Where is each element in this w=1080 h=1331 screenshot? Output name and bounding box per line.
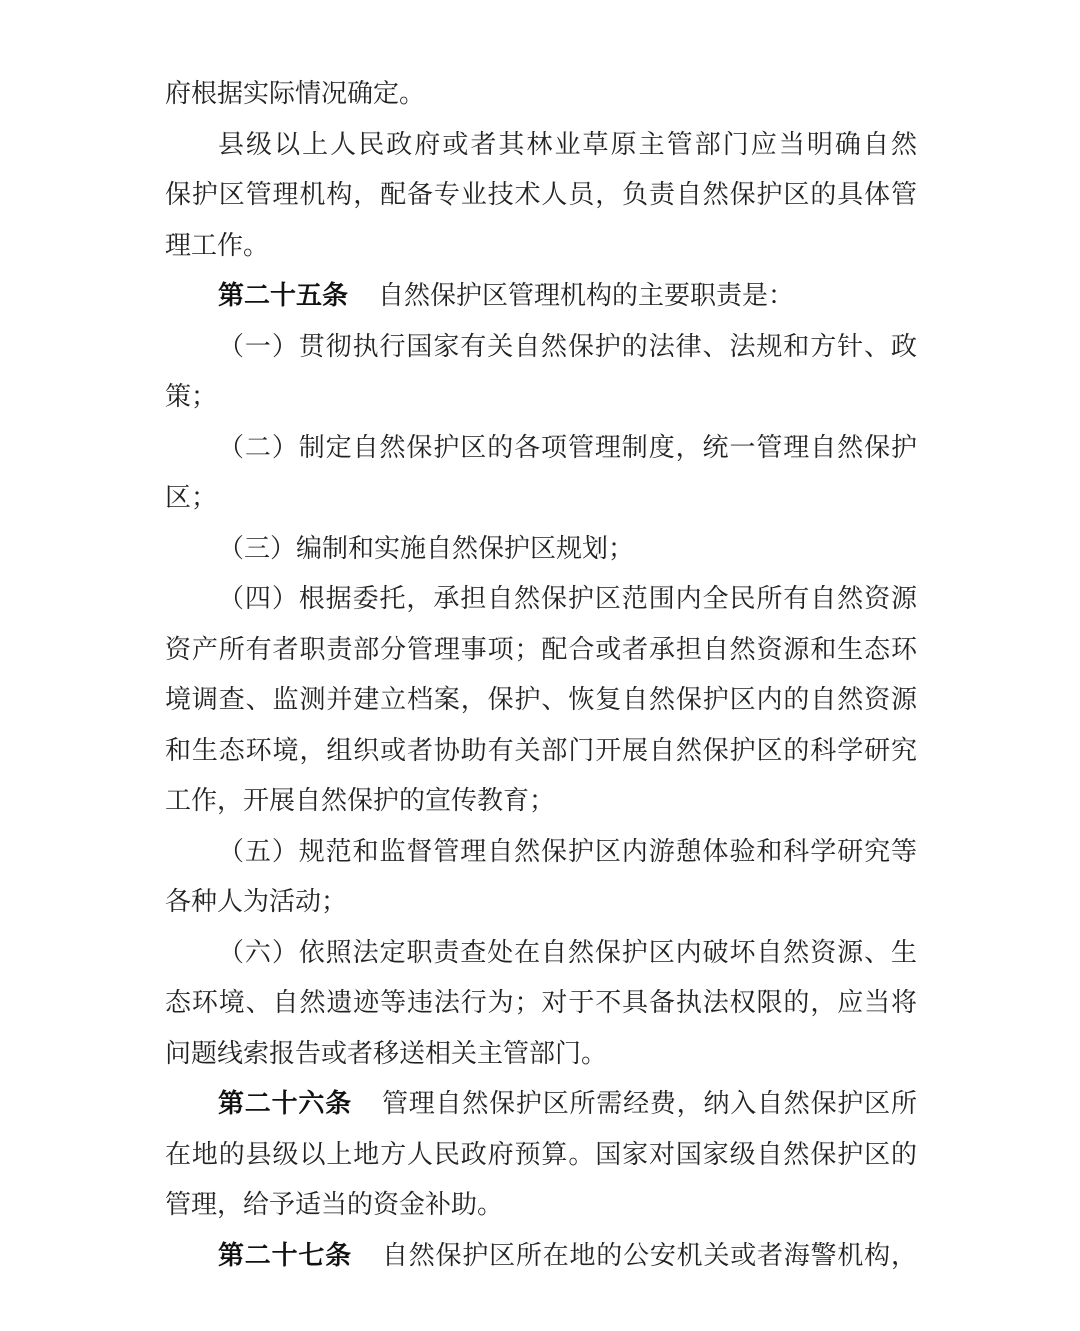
text-line (165, 882, 917, 922)
text-line-content: 和生态环境，组织或者协助有关部门开展自然保护区的科学研究 (165, 736, 917, 766)
text-line (165, 680, 917, 720)
text-line-content: （三）编制和实施自然保护区规划； (218, 534, 635, 564)
text-line-content: （二）制定自然保护区的各项管理制度，统一管理自然保护 (218, 433, 917, 463)
text-line-content: （六）依照法定职责查处在自然保护区内破坏自然资源、生 (218, 938, 917, 968)
article-number: 第二十六条 (218, 1089, 352, 1119)
text-line-content: 境调查、监测并建立档案，保护、恢复自然保护区内的自然资源 (165, 685, 917, 715)
text-line (165, 1185, 917, 1225)
list-item-line (218, 428, 917, 468)
text-line-content: （四）根据委托，承担自然保护区范围内全民所有自然资源 (218, 584, 917, 614)
text-line (165, 630, 917, 670)
text-line (165, 731, 917, 771)
paragraph-first-line (218, 125, 917, 165)
text-line-content: 问题线索报告或者移送相关主管部门。 (165, 1039, 608, 1069)
text-line (165, 1135, 917, 1175)
text-line-content: 策； (165, 382, 218, 412)
text-line (165, 377, 917, 417)
text-line (165, 1034, 917, 1074)
text-line (165, 226, 917, 266)
text-line-content: 资产所有者职责部分管理事项；配合或者承担自然资源和生态环 (165, 635, 917, 665)
text-line-content: 自然保护区管理机构的主要职责是： (378, 281, 795, 311)
text-line-content: 自然保护区所在地的公安机关或者海警机构， (381, 1241, 917, 1271)
article-heading-line (218, 276, 917, 316)
text-line-content: 县级以上人民政府或者其林业草原主管部门应当明确自然 (218, 130, 917, 160)
text-line-content: 保护区管理机构，配备专业技术人员，负责自然保护区的具体管 (165, 180, 917, 210)
text-line-content: 管理自然保护区所需经费，纳入自然保护区所 (381, 1089, 917, 1119)
text-line-content: 各种人为活动； (165, 887, 348, 917)
text-line-content: 在地的县级以上地方人民政府预算。国家对国家级自然保护区的 (165, 1140, 917, 1170)
article-heading-line (218, 1084, 917, 1124)
list-item-line (218, 327, 917, 367)
text-line (165, 781, 917, 821)
text-line (165, 74, 917, 114)
list-item-line (218, 933, 917, 973)
list-item-line (218, 832, 917, 872)
text-line-content: 管理，给予适当的资金补助。 (165, 1190, 504, 1220)
text-line-content: 区； (165, 483, 218, 513)
text-line-content: 工作，开展自然保护的宣传教育； (165, 786, 556, 816)
article-number: 第二十七条 (218, 1241, 352, 1271)
list-item-line (218, 579, 917, 619)
text-line-content: （一）贯彻执行国家有关自然保护的法律、法规和方针、政 (218, 332, 917, 362)
text-line-content: 理工作。 (165, 231, 270, 261)
text-line (165, 983, 917, 1023)
article-number: 第二十五条 (218, 281, 349, 311)
text-line (165, 478, 917, 518)
article-heading-line (218, 1236, 917, 1276)
text-line (165, 175, 917, 215)
text-line-content: （五）规范和监督管理自然保护区内游憩体验和科学研究等 (218, 837, 917, 867)
text-line-content: 态环境、自然遗迹等违法行为；对于不具备执法权限的，应当将 (165, 988, 917, 1018)
list-item-line (218, 529, 917, 569)
text-line-content: 府根据实际情况确定。 (165, 79, 426, 109)
